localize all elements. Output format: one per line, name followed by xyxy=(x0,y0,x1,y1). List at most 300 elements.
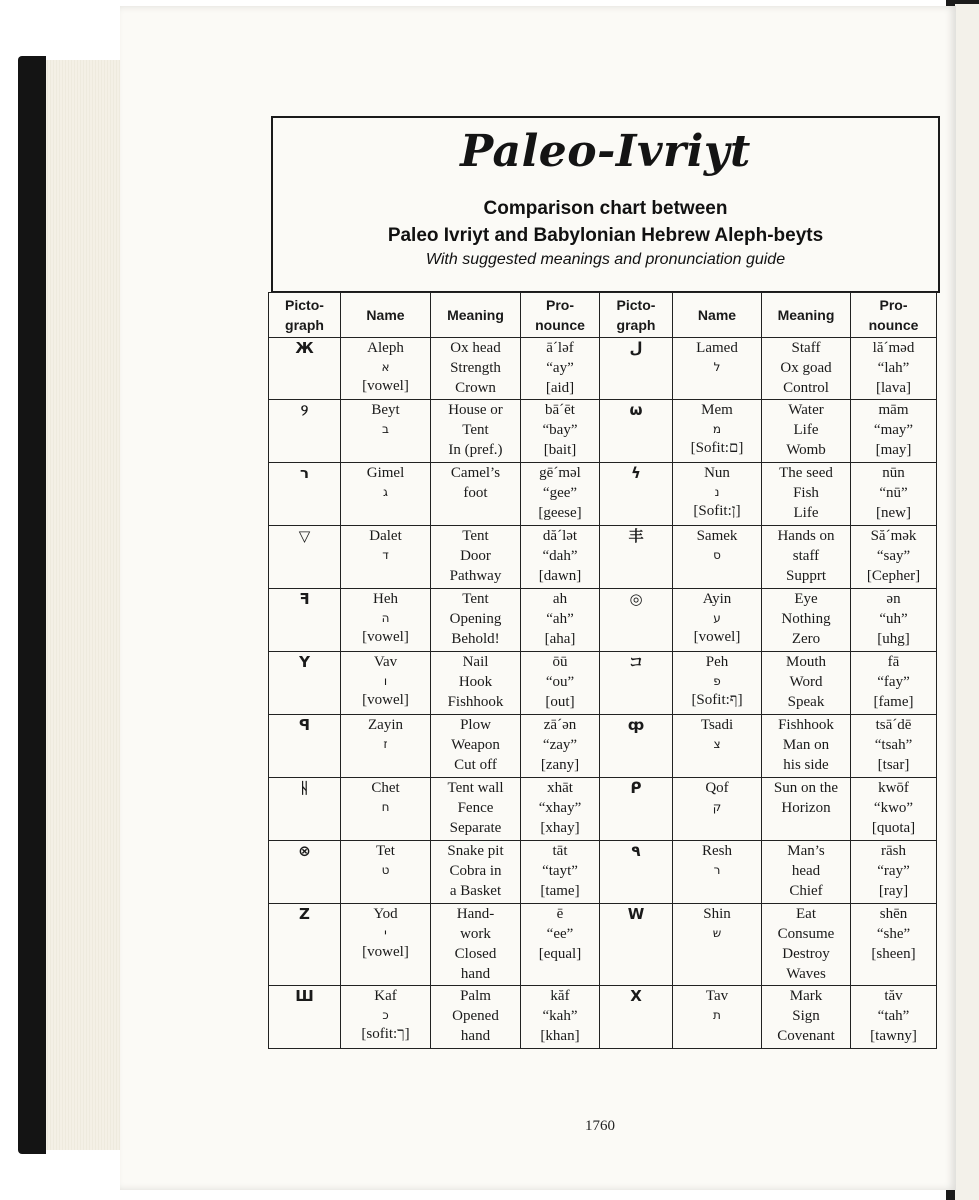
pronounce-cell-line: “gee” xyxy=(542,485,578,501)
letter-name-cell-line: Heh xyxy=(373,591,398,607)
meaning-cell-right-line: Supprt xyxy=(785,568,826,584)
meaning-cell-right-line: Eye xyxy=(794,591,818,607)
pronounce-cell-line: ah xyxy=(552,591,568,607)
letter-name-cell xyxy=(341,841,431,904)
left-pictograph-icon: ר xyxy=(269,463,341,526)
letter-name-cell-right-line: Resh xyxy=(702,843,732,859)
pronounce-cell-right-line: [sheen] xyxy=(871,946,916,962)
meaning-cell-right-line: Staff xyxy=(791,340,821,356)
meaning-cell-line: Tent xyxy=(462,591,489,607)
meaning-cell-line: Opening xyxy=(449,611,502,627)
meaning-cell-right-line: Mark xyxy=(789,988,823,1004)
meaning-cell xyxy=(431,652,521,715)
header-pictograph-right: Picto- graph xyxy=(600,293,673,338)
letter-name-cell-right-line: Tav xyxy=(705,988,729,1004)
meaning-cell-line: a Basket xyxy=(449,883,502,899)
letter-name-cell-right xyxy=(673,904,762,986)
pronounce-cell-line: [khan] xyxy=(540,1028,580,1044)
letter-name-cell-right-line: מ xyxy=(712,422,722,436)
meaning-cell-line: Tent wall xyxy=(447,780,504,796)
meaning-cell-line: Strength xyxy=(450,360,501,376)
header-pronounce-right: Pro- nounce xyxy=(851,293,937,338)
pronounce-cell-right-line: [tsar] xyxy=(877,757,910,773)
pronounce-cell-right-line: tsā´dē xyxy=(875,717,912,733)
letter-name-cell-line: ג xyxy=(383,485,388,499)
letter-name-cell-right-line: [vowel] xyxy=(693,629,741,645)
pronounce-cell-right-line: “ray” xyxy=(877,863,910,879)
letter-name-cell-right-line: Shin xyxy=(703,906,731,922)
right-pictograph-icon: コ xyxy=(600,652,673,715)
meaning-cell-right xyxy=(762,463,851,526)
pronounce-cell-right-line: nūn xyxy=(882,465,905,481)
meaning-cell-right xyxy=(762,778,851,841)
pronounce-cell-right-line: [lava] xyxy=(876,380,911,396)
meaning-cell-right-line: Horizon xyxy=(781,800,831,816)
letter-name-cell-right-line: Samek xyxy=(696,528,738,544)
meaning-cell-right-line: Life xyxy=(793,505,819,521)
meaning-cell-line: Weapon xyxy=(451,737,500,753)
letter-name-cell-right-line: נ xyxy=(714,485,720,499)
right-pictograph-icon: ◎ xyxy=(600,589,673,652)
pronounce-cell-right-line: “fay” xyxy=(877,674,910,690)
letter-name-cell-line: א xyxy=(381,360,390,374)
pronounce-cell-right xyxy=(851,841,937,904)
meaning-cell-right-line: Man on xyxy=(782,737,830,753)
meaning-cell-right-line: Life xyxy=(793,422,819,438)
letter-name-cell xyxy=(341,904,431,986)
header-name-right: Name xyxy=(673,293,762,338)
pronounce-cell-right-line: “uh” xyxy=(879,611,908,627)
meaning-cell xyxy=(431,526,521,589)
header-name: Name xyxy=(341,293,431,338)
letter-name-cell-right-line: Tsadi xyxy=(700,717,734,733)
meaning-cell-line: Snake pit xyxy=(447,843,504,859)
meaning-cell-right xyxy=(762,400,851,463)
left-pictograph-icon: ୨ xyxy=(269,400,341,463)
meaning-cell xyxy=(431,400,521,463)
right-pictograph-icon: W xyxy=(600,904,673,986)
left-pictograph-icon: Ш xyxy=(269,986,341,1049)
pronounce-cell-right-line: kwōf xyxy=(878,780,909,796)
meaning-cell-line: Closed xyxy=(454,946,497,962)
left-pictograph-icon: ꟻ xyxy=(269,589,341,652)
table-row xyxy=(269,400,937,463)
pronounce-cell-line: [geese] xyxy=(538,505,582,521)
pronounce-cell-line: [out] xyxy=(545,694,575,710)
meaning-cell-right xyxy=(762,589,851,652)
pronounce-cell-line: [tame] xyxy=(540,883,580,899)
pronounce-cell-right-line: “she” xyxy=(876,926,911,942)
pronounce-cell-line: bā´ēt xyxy=(545,402,575,418)
pronounce-cell-right-line: “tah” xyxy=(877,1008,910,1024)
pronounce-cell-right-line: [fame] xyxy=(873,694,914,710)
pronounce-cell-right-line: [tawny] xyxy=(870,1028,917,1044)
meaning-cell-line: House or xyxy=(448,402,503,418)
letter-name-cell-right xyxy=(673,589,762,652)
book-cover-left xyxy=(18,56,46,1154)
meaning-cell-line: Camel’s xyxy=(450,465,501,481)
pronounce-cell-line: zā´ən xyxy=(543,717,577,733)
pronounce-cell-right xyxy=(851,778,937,841)
left-pictograph-icon: Z xyxy=(269,904,341,986)
pronounce-cell-line: xhāt xyxy=(547,780,573,796)
meaning-cell-line: Cut off xyxy=(454,757,497,773)
letter-name-cell-line: ט xyxy=(381,863,390,877)
pronounce-cell xyxy=(521,526,600,589)
meaning-cell-line: hand xyxy=(460,966,491,982)
pronounce-cell-right-line: “tsah” xyxy=(874,737,913,753)
pronounce-cell-right-line: fā xyxy=(887,654,900,670)
table-row xyxy=(269,986,937,1049)
meaning-cell xyxy=(431,338,521,400)
letter-name-cell xyxy=(341,589,431,652)
letter-name-cell-line: ו xyxy=(383,674,388,688)
pronounce-cell-right-line: rāsh xyxy=(881,843,906,859)
pronounce-cell-right xyxy=(851,338,937,400)
meaning-cell-line: Opened xyxy=(452,1008,499,1024)
pronounce-cell-right xyxy=(851,589,937,652)
table-row xyxy=(269,904,937,986)
pronounce-cell-right-line: [Cepher] xyxy=(866,568,921,584)
table-row xyxy=(269,463,937,526)
meaning-cell-line: Hook xyxy=(458,674,493,690)
table-header-row xyxy=(269,293,937,338)
right-pictograph-icon: X xyxy=(600,986,673,1049)
pronounce-cell-line: “tayt” xyxy=(542,863,578,879)
letter-name-cell-right-line: ר xyxy=(713,863,721,877)
letter-name-cell-line: [vowel] xyxy=(362,692,409,708)
letter-name-cell-right-line: צ xyxy=(713,737,721,751)
letter-name-cell-line: Kaf xyxy=(374,988,397,1004)
right-pictograph-icon: ٩ xyxy=(600,841,673,904)
pronounce-cell-right-line: “lah” xyxy=(877,360,910,376)
table-row xyxy=(269,778,937,841)
pronounce-cell-right-line: [new] xyxy=(876,505,911,521)
letter-name-cell-right xyxy=(673,715,762,778)
pronounce-cell-line: [aha] xyxy=(544,631,576,647)
right-pictograph-icon: ϟ xyxy=(600,463,673,526)
letter-name-cell-right xyxy=(673,338,762,400)
meaning-cell-right xyxy=(762,904,851,986)
pronounce-cell xyxy=(521,400,600,463)
right-pictograph-icon: ᑭ xyxy=(600,778,673,841)
letter-name-cell-line: [sofit:ך] xyxy=(361,1026,410,1042)
meaning-cell xyxy=(431,841,521,904)
pronounce-cell-line: tāt xyxy=(552,843,568,859)
meaning-cell-right-line: his side xyxy=(783,757,829,773)
pronounce-cell xyxy=(521,652,600,715)
table-row xyxy=(269,338,937,400)
letter-name-cell-line: כ xyxy=(382,1008,389,1022)
meaning-cell-line: Separate xyxy=(449,820,502,836)
pronounce-cell-right xyxy=(851,904,937,986)
letter-name-cell-line: ה xyxy=(381,611,390,625)
letter-name-cell-line: Zayin xyxy=(368,717,403,733)
pronounce-cell xyxy=(521,904,600,986)
pronounce-cell-line: ē xyxy=(556,906,564,922)
letter-name-cell-right xyxy=(673,400,762,463)
right-pictograph-icon: 丰 xyxy=(600,526,673,589)
left-pictograph-icon: ⊗ xyxy=(269,841,341,904)
meaning-cell-line: Behold! xyxy=(451,631,500,647)
pronounce-cell-right xyxy=(851,463,937,526)
pronounce-cell-line: “ah” xyxy=(546,611,574,627)
meaning-cell-right-line: Consume xyxy=(777,926,835,942)
alphabet-comparison-table xyxy=(268,292,937,1049)
pronounce-cell-line: [bait] xyxy=(543,442,577,458)
meaning-cell-line: Door xyxy=(460,548,491,564)
pronounce-cell-right-line: ən xyxy=(886,591,901,607)
letter-name-cell-line: ד xyxy=(382,548,389,562)
letter-name-cell-right-line: [Sofit:ן] xyxy=(693,503,741,519)
letter-name-cell-line: Aleph xyxy=(367,340,404,356)
pronounce-cell-right-line: Să´mək xyxy=(870,528,917,544)
letter-name-cell-line: ז xyxy=(383,737,388,751)
pronounce-cell-right-line: “say” xyxy=(876,548,911,564)
meaning-cell-line: Fishhook xyxy=(447,694,504,710)
letter-name-cell-line: י xyxy=(384,926,387,940)
letter-name-cell xyxy=(341,526,431,589)
pronounce-cell-line: ā´ləf xyxy=(546,340,574,356)
meaning-cell-line: In (pref.) xyxy=(448,442,503,458)
meaning-cell-right-line: Word xyxy=(789,674,823,690)
pronounce-cell-right xyxy=(851,400,937,463)
table-row xyxy=(269,715,937,778)
left-pictograph-icon: ꟼ xyxy=(269,715,341,778)
meaning-cell-line: Fence xyxy=(457,800,494,816)
meaning-cell-right-line: Covenant xyxy=(777,1028,835,1044)
letter-name-cell-right xyxy=(673,986,762,1049)
pronounce-cell xyxy=(521,841,600,904)
pronounce-cell-right xyxy=(851,526,937,589)
pronounce-cell-line: “kah” xyxy=(542,1008,578,1024)
meaning-cell-right-line: Chief xyxy=(789,883,823,899)
pronounce-cell-line: dă´lət xyxy=(542,528,578,544)
letter-name-cell-right-line: Lamed xyxy=(696,340,738,356)
letter-name-cell-right-line: Qof xyxy=(705,780,729,796)
letter-name-cell-right-line: ת xyxy=(713,1008,721,1022)
pronounce-cell xyxy=(521,589,600,652)
meaning-cell-line: Palm xyxy=(460,988,491,1004)
next-page-edge xyxy=(955,4,979,1200)
meaning-cell-right-line: Speak xyxy=(787,694,825,710)
meaning-cell-right-line: Nothing xyxy=(781,611,831,627)
meaning-cell-right-line: Zero xyxy=(791,631,821,647)
meaning-cell-right-line: Control xyxy=(783,380,829,396)
header-meaning-right: Meaning xyxy=(762,293,851,338)
meaning-cell-line: Ox head xyxy=(450,340,501,356)
letter-name-cell-right-line: ש xyxy=(712,926,722,940)
meaning-cell-right xyxy=(762,526,851,589)
left-pictograph-icon: Y xyxy=(269,652,341,715)
pronounce-cell-line: gē´məl xyxy=(539,465,581,481)
letter-name-cell-line: [vowel] xyxy=(362,944,409,960)
letter-name-cell-right xyxy=(673,778,762,841)
table-row xyxy=(269,841,937,904)
pronounce-cell-right-line: [uhg] xyxy=(877,631,910,647)
meaning-cell-right-line: head xyxy=(791,863,821,879)
meaning-cell xyxy=(431,715,521,778)
letter-name-cell-line: Dalet xyxy=(369,528,402,544)
letter-name-cell xyxy=(341,338,431,400)
meaning-cell-right-line: Fish xyxy=(793,485,819,501)
pronounce-cell xyxy=(521,338,600,400)
meaning-cell-line: Tent xyxy=(462,422,489,438)
pronounce-cell-right-line: mām xyxy=(878,402,909,418)
title-box xyxy=(271,116,940,293)
meaning-cell-right xyxy=(762,652,851,715)
letter-name-cell-line: Gimel xyxy=(366,465,405,481)
table-row xyxy=(269,526,937,589)
pronounce-cell-line: “dah” xyxy=(542,548,578,564)
pronounce-cell-right-line: [quota] xyxy=(871,820,916,836)
letter-name-cell-right-line: ס xyxy=(713,548,721,562)
letter-name-cell-right xyxy=(673,526,762,589)
pronounce-cell-right-line: [may] xyxy=(875,442,912,458)
page-title: Paleo-Ivriyt xyxy=(460,126,751,177)
meaning-cell-line: Cobra in xyxy=(449,863,502,879)
header-pictograph: Picto- graph xyxy=(269,293,341,338)
meaning-cell xyxy=(431,904,521,986)
meaning-cell-right-line: The seed xyxy=(779,465,833,481)
meaning-cell xyxy=(431,778,521,841)
pronounce-cell-right-line: tăv xyxy=(884,988,903,1004)
pronounce-cell xyxy=(521,715,600,778)
letter-name-cell xyxy=(341,400,431,463)
letter-name-cell-line: Chet xyxy=(371,780,400,796)
letter-name-cell-right-line: [Sofit:ף] xyxy=(691,692,743,708)
letter-name-cell-right-line: ע xyxy=(713,611,721,625)
meaning-cell-right-line: Sun on the xyxy=(773,780,839,796)
pronounce-cell-line: ōū xyxy=(552,654,568,670)
letter-name-cell-line: ב xyxy=(382,422,389,436)
meaning-cell-line: Tent xyxy=(462,528,489,544)
meaning-cell-right-line: Destroy xyxy=(782,946,830,962)
pronounce-cell-line: [aid] xyxy=(545,380,575,396)
letter-name-cell-right-line: Nun xyxy=(704,465,730,481)
letter-name-cell-right-line: Peh xyxy=(705,654,729,670)
meaning-cell-line: hand xyxy=(460,1028,491,1044)
letter-name-cell-right-line: Ayin xyxy=(702,591,732,607)
meaning-cell-line: Pathway xyxy=(449,568,502,584)
header-pronounce: Pro- nounce xyxy=(521,293,600,338)
letter-name-cell-line: Yod xyxy=(373,906,398,922)
letter-name-cell-right-line: [Sofit:ם] xyxy=(690,440,744,456)
meaning-cell-right xyxy=(762,715,851,778)
letter-name-cell-line: [vowel] xyxy=(362,629,409,645)
pronounce-cell-right-line: [ray] xyxy=(878,883,909,899)
meaning-cell-right xyxy=(762,338,851,400)
letter-name-cell-line: [vowel] xyxy=(362,378,409,394)
right-pictograph-icon: ω xyxy=(600,400,673,463)
pronounce-cell-line: “ee” xyxy=(546,926,574,942)
letter-name-cell-line: Beyt xyxy=(371,402,400,418)
pronounce-cell-line: [zany] xyxy=(540,757,580,773)
pronounce-cell-line: “xhay” xyxy=(538,800,582,816)
letter-name-cell xyxy=(341,463,431,526)
page-number: 1760 xyxy=(585,1118,615,1134)
subtitle-line-2: Paleo Ivriyt and Babylonian Hebrew Aleph-beyts xyxy=(387,225,824,246)
meaning-cell-right-line: Womb xyxy=(786,442,826,458)
header-meaning: Meaning xyxy=(431,293,521,338)
meaning-cell-right-line: Hands on xyxy=(777,528,835,544)
left-pictograph-icon: ▽ xyxy=(269,526,341,589)
letter-name-cell xyxy=(341,986,431,1049)
meaning-cell-right-line: Man’s xyxy=(787,843,825,859)
pronounce-cell-line: kăf xyxy=(550,988,570,1004)
meaning-cell xyxy=(431,589,521,652)
pronounce-cell-right-line: lă´məd xyxy=(872,340,915,356)
letter-name-cell xyxy=(341,652,431,715)
left-pictograph-icon: ᚺ xyxy=(269,778,341,841)
pronounce-cell-line: “bay” xyxy=(542,422,578,438)
pronounce-cell-right-line: “may” xyxy=(873,422,914,438)
left-pictograph-icon: Ж xyxy=(269,338,341,400)
meaning-cell-right xyxy=(762,986,851,1049)
letter-name-cell-line: ח xyxy=(381,800,390,814)
pronounce-cell-right xyxy=(851,652,937,715)
letter-name-cell-line: Tet xyxy=(376,843,395,859)
meaning-cell-right-line: Water xyxy=(788,402,824,418)
pronounce-cell-line: [dawn] xyxy=(538,568,582,584)
meaning-cell-right-line: Eat xyxy=(796,906,816,922)
meaning-cell-right-line: Waves xyxy=(786,966,826,982)
pronounce-cell-line: “ou” xyxy=(545,674,575,690)
pronounce-cell-right-line: “nū” xyxy=(879,485,908,501)
pronounce-cell xyxy=(521,778,600,841)
letter-name-cell-right xyxy=(673,463,762,526)
meaning-cell-line: Crown xyxy=(455,380,496,396)
letter-name-cell xyxy=(341,715,431,778)
meaning-cell-right xyxy=(762,841,851,904)
letter-name-cell-right-line: ל xyxy=(713,360,721,374)
meaning-cell-right-line: Fishhook xyxy=(778,717,834,733)
pronounce-cell xyxy=(521,986,600,1049)
pronounce-cell-right xyxy=(851,986,937,1049)
meaning-cell-right-line: Sign xyxy=(792,1008,820,1024)
pronounce-cell-right xyxy=(851,715,937,778)
letter-name-cell-right-line: Mem xyxy=(701,402,733,418)
meaning-cell-right-line: Mouth xyxy=(785,654,826,670)
letter-name-cell-right-line: פ xyxy=(713,674,721,688)
letter-name-cell xyxy=(341,778,431,841)
subtitle-line-1: Comparison chart between xyxy=(483,198,728,219)
meaning-cell-line: Nail xyxy=(462,654,489,670)
meaning-cell xyxy=(431,986,521,1049)
pronounce-cell-line: [xhay] xyxy=(540,820,580,836)
meaning-cell-line: Hand- xyxy=(456,906,495,922)
pronounce-cell xyxy=(521,463,600,526)
letter-name-cell-right xyxy=(673,841,762,904)
pronounce-cell-line: “ay” xyxy=(546,360,574,376)
right-pictograph-icon: ل xyxy=(600,338,673,400)
table-row xyxy=(269,652,937,715)
table-body xyxy=(269,338,937,1049)
letter-name-cell-right-line: ק xyxy=(712,800,722,814)
pronounce-cell-line: “zay” xyxy=(542,737,578,753)
letter-name-cell-line: Vav xyxy=(373,654,398,670)
right-pictograph-icon: ȹ xyxy=(600,715,673,778)
meaning-cell-line: foot xyxy=(463,485,488,501)
letter-name-cell-right xyxy=(673,652,762,715)
meaning-cell xyxy=(431,463,521,526)
meaning-cell-right-line: staff xyxy=(792,548,820,564)
subtitle-line-3: With suggested meanings and pronunciation guide xyxy=(425,251,786,268)
meaning-cell-right-line: Ox goad xyxy=(780,360,832,376)
table-row xyxy=(269,589,937,652)
pronounce-cell-right-line: shēn xyxy=(879,906,908,922)
meaning-cell-line: work xyxy=(460,926,491,942)
